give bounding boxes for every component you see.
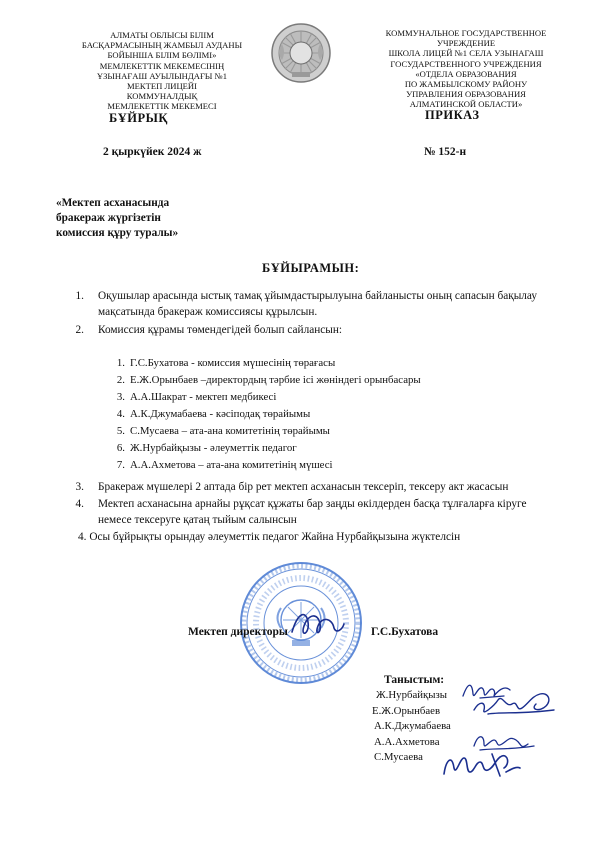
header-right-line: ПО ЖАМБЫЛСКОМУ РАЙОНУ [404,79,528,90]
subject-line: комиссия құру туралы» [56,227,179,239]
header-right-line: АЛМАТИНСКОЙ ОБЛАСТИ» [409,99,523,110]
item-line: Комиссия құрамы төмендегідей болып сайлансын: [98,324,343,336]
header-left-line: АЛМАТЫ ОБЛЫСЫ БІЛІМ [110,30,214,40]
commission-member: 7. А.А.Ахметова – ата-ана комитетінің мүшесі [116,459,333,471]
familiarized-person: Е.Ж.Орынбаев [372,704,441,717]
order-item [64,289,584,320]
document-number: № 152-н [424,146,467,158]
header-right-line: УПРАВЛЕНИЯ ОБРАЗОВАНИЯ [406,89,526,100]
header-left-line: ҰЗЫНАҒАШ АУЫЛЫНДАҒЫ №1 [96,70,228,81]
state-emblem [270,22,332,84]
header-left-line: МЕМЛЕКЕТТІК МЕКЕМЕСІНІҢ [99,60,225,71]
item-line: Оқушылар арасында ыстық тамақ ұйымдастырылуына байланысты оның сапасын бақылау [98,290,538,302]
item-line: немесе тексеруге қатаң тыйым салынсын [98,513,297,526]
item-number: 4. [75,498,84,510]
signature-musaeva [440,748,524,782]
familiarized-person: Ж.Нурбайқызы [376,689,448,701]
order-title: БҰЙЫРАМЫН: [262,261,360,275]
item-number: 1. [75,290,84,302]
familiarized-label: Таныстым: [384,674,445,686]
item-line: Осы бұйрықты орындау әлеуметтік педагог Жайна Нурбайқызына жүктелсін [89,531,461,543]
commission-member: 2. Е.Ж.Орынбаев –директордың тәрбие ісі жөніндегі орынбасары [116,374,421,386]
item-line: мақсатында бракераж комиссиясы құрылсын. [98,305,318,318]
commission-member: 4. А.К.Джумабаева - кәсіподақ төрайымы [116,408,311,420]
signature-orynbaev [470,686,560,720]
order-item [64,480,584,496]
subject-line: бракераж жүргізетін [56,212,161,224]
familiarized-person: С.Мусаева [374,751,423,764]
familiarized-person: А.А.Ахметова [374,735,440,748]
header-left-line: БАСҚАРМАСЫНЫҢ ЖАМБЫЛ АУДАНЫ [81,40,243,51]
header-left-line: МЕМЛЕКЕТТІК МЕКЕМЕСІ [107,101,217,112]
director-name: Г.С.Бухатова [371,626,439,638]
item-line: Мектеп асханасына арнайы рұқсат құжаты бар заңды өкілдерден басқа тұлғаларға кіруге [98,498,527,510]
doc-type-ru: ПРИКАЗ [425,108,480,122]
item-number: 2. [75,324,84,336]
header-left-line: МЕКТЕП ЛИЦЕЙІ [126,81,198,92]
director-signature [288,604,348,644]
header-right-line: ГОСУДАРСТВЕННОГО УЧРЕЖДЕНИЯ [390,58,542,69]
commission-list [108,356,508,471]
familiarized-person: А.К.Джумабаева [374,720,451,733]
header-right-line: КОММУНАЛЬНОЕ ГОСУДАРСТВЕННОЕ [385,28,547,38]
item-number: 3. [75,481,84,493]
commission-member: 3. А.А.Шакрат - мектеп медбикесі [116,391,277,403]
header-right [368,28,564,110]
order-item [64,497,584,528]
director-label: Мектеп директоры [188,626,288,638]
document-subject [56,196,178,241]
item-line: Бракераж мүшелері 2 аптада бір рет мектеп асханасын тексеріп, тексеру акт жасасын [98,481,509,493]
commission-member: 1. Г.С.Бухатова - комиссия мүшесінің төрағасы [116,357,336,369]
document-date: 2 қыркүйек 2024 ж [103,146,202,158]
commission-member: 5. С.Мусаева – ата-ана комитетінің төрайымы [116,425,330,437]
header-right-line: УЧРЕЖДЕНИЕ [436,38,496,49]
doc-type-kz: БҰЙРЫҚ [109,111,168,125]
header-right-line: ШКОЛА ЛИЦЕЙ №1 СЕЛА УЗЫНАГАШ [388,48,544,59]
order-item [78,530,460,546]
item-number: 4. [78,531,87,543]
header-right-line: «ОТДЕЛА ОБРАЗОВАНИЯ [415,68,517,79]
subject-line: «Мектеп асханасында [56,197,170,209]
header-left-line: БОЙЫНША БІЛІМ БӨЛІМІ» [107,50,217,61]
header-left-line: КОММУНАЛДЫҚ [126,91,198,102]
order-item [64,323,584,339]
header-left [62,30,262,112]
commission-member: 6. Ж.Нурбайқызы - әлеуметтік педагог [116,442,297,454]
